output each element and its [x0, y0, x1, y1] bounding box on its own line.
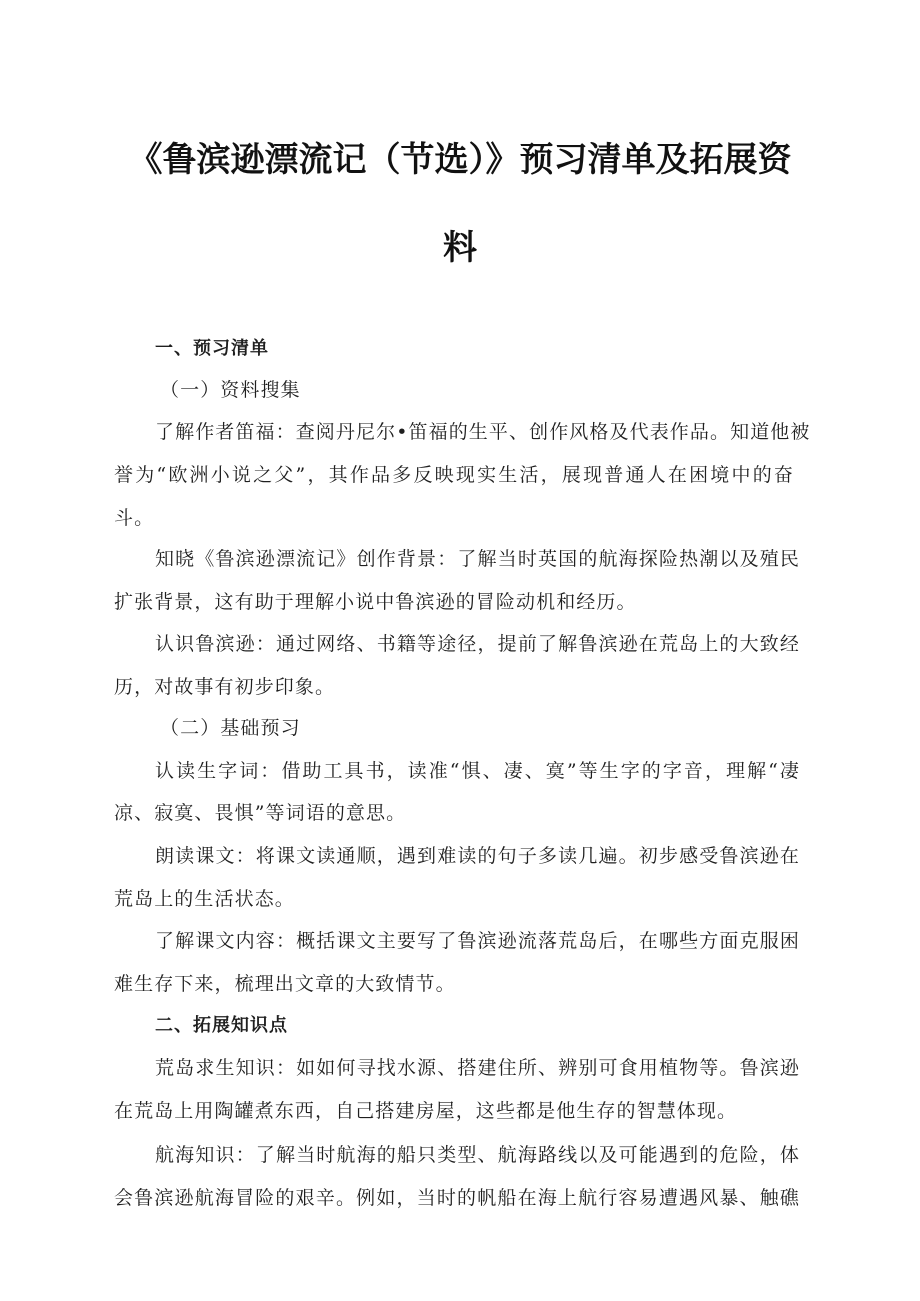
paragraph-line: 在荒岛上用陶罐煮东西，自己搭建房屋，这些都是他生存的智慧体现。	[114, 1100, 738, 1122]
paragraph-line: 荒岛上的生活状态。	[114, 888, 295, 910]
paragraph-line: 誉为“欧洲小说之父”，其作品多反映现实生活，展现普通人在困境中的奋	[114, 464, 794, 486]
section-1-heading: 一、预习清单	[155, 338, 269, 359]
paragraph-line: 航海知识：了解当时航海的船只类型、航海路线以及可能遇到的危险，体	[155, 1144, 800, 1166]
paragraph-line: 知晓《鲁滨逊漂流记》创作背景：了解当时英国的航海探险热潮以及殖民	[155, 548, 800, 570]
paragraph-line: 认读生字词：借助工具书，读准“惧、凄、寞”等生字的字音，理解“凄	[155, 760, 800, 782]
paragraph-line: 扩张背景，这有助于理解小说中鲁滨逊的冒险动机和经历。	[114, 591, 637, 613]
paragraph-line: 会鲁滨逊航海冒险的艰辛。例如，当时的帆船在海上航行容易遭遇风暴、触礁	[114, 1187, 800, 1209]
paragraph-line: 历，对故事有初步印象。	[114, 676, 336, 698]
paragraph-line: 难生存下来，梳理出文章的大致情节。	[114, 973, 456, 995]
document-title-line-1: 《鲁滨逊漂流记（节选）》预习清单及拓展资	[128, 140, 792, 180]
paragraph-line: 朗读课文：将课文读通顺，遇到难读的句子多读几遍。初步感受鲁滨逊在	[155, 845, 800, 867]
document-title-line-2: 料	[443, 228, 477, 268]
section-2-heading: 二、拓展知识点	[155, 1015, 288, 1036]
paragraph-line: 斗。	[114, 507, 155, 529]
paragraph-line: 凉、寂寞、畏惧”等词语的意思。	[114, 802, 407, 824]
paragraph-line: 荒岛求生知识：如如何寻找水源、搭建住所、辨别可食用植物等。鲁滨逊	[155, 1057, 800, 1079]
subsection-1-heading: （一）资料搜集	[160, 379, 301, 401]
paragraph-line: 了解作者笛福：查阅丹尼尔•笛福的生平、创作风格及代表作品。知道他被	[155, 421, 811, 443]
paragraph-line: 了解课文内容：概括课文主要写了鲁滨逊流落荒岛后，在哪些方面克服困	[155, 930, 800, 952]
subsection-2-heading: （二）基础预习	[160, 717, 301, 739]
paragraph-line: 认识鲁滨逊：通过网络、书籍等途径，提前了解鲁滨逊在荒岛上的大致经	[155, 633, 800, 655]
